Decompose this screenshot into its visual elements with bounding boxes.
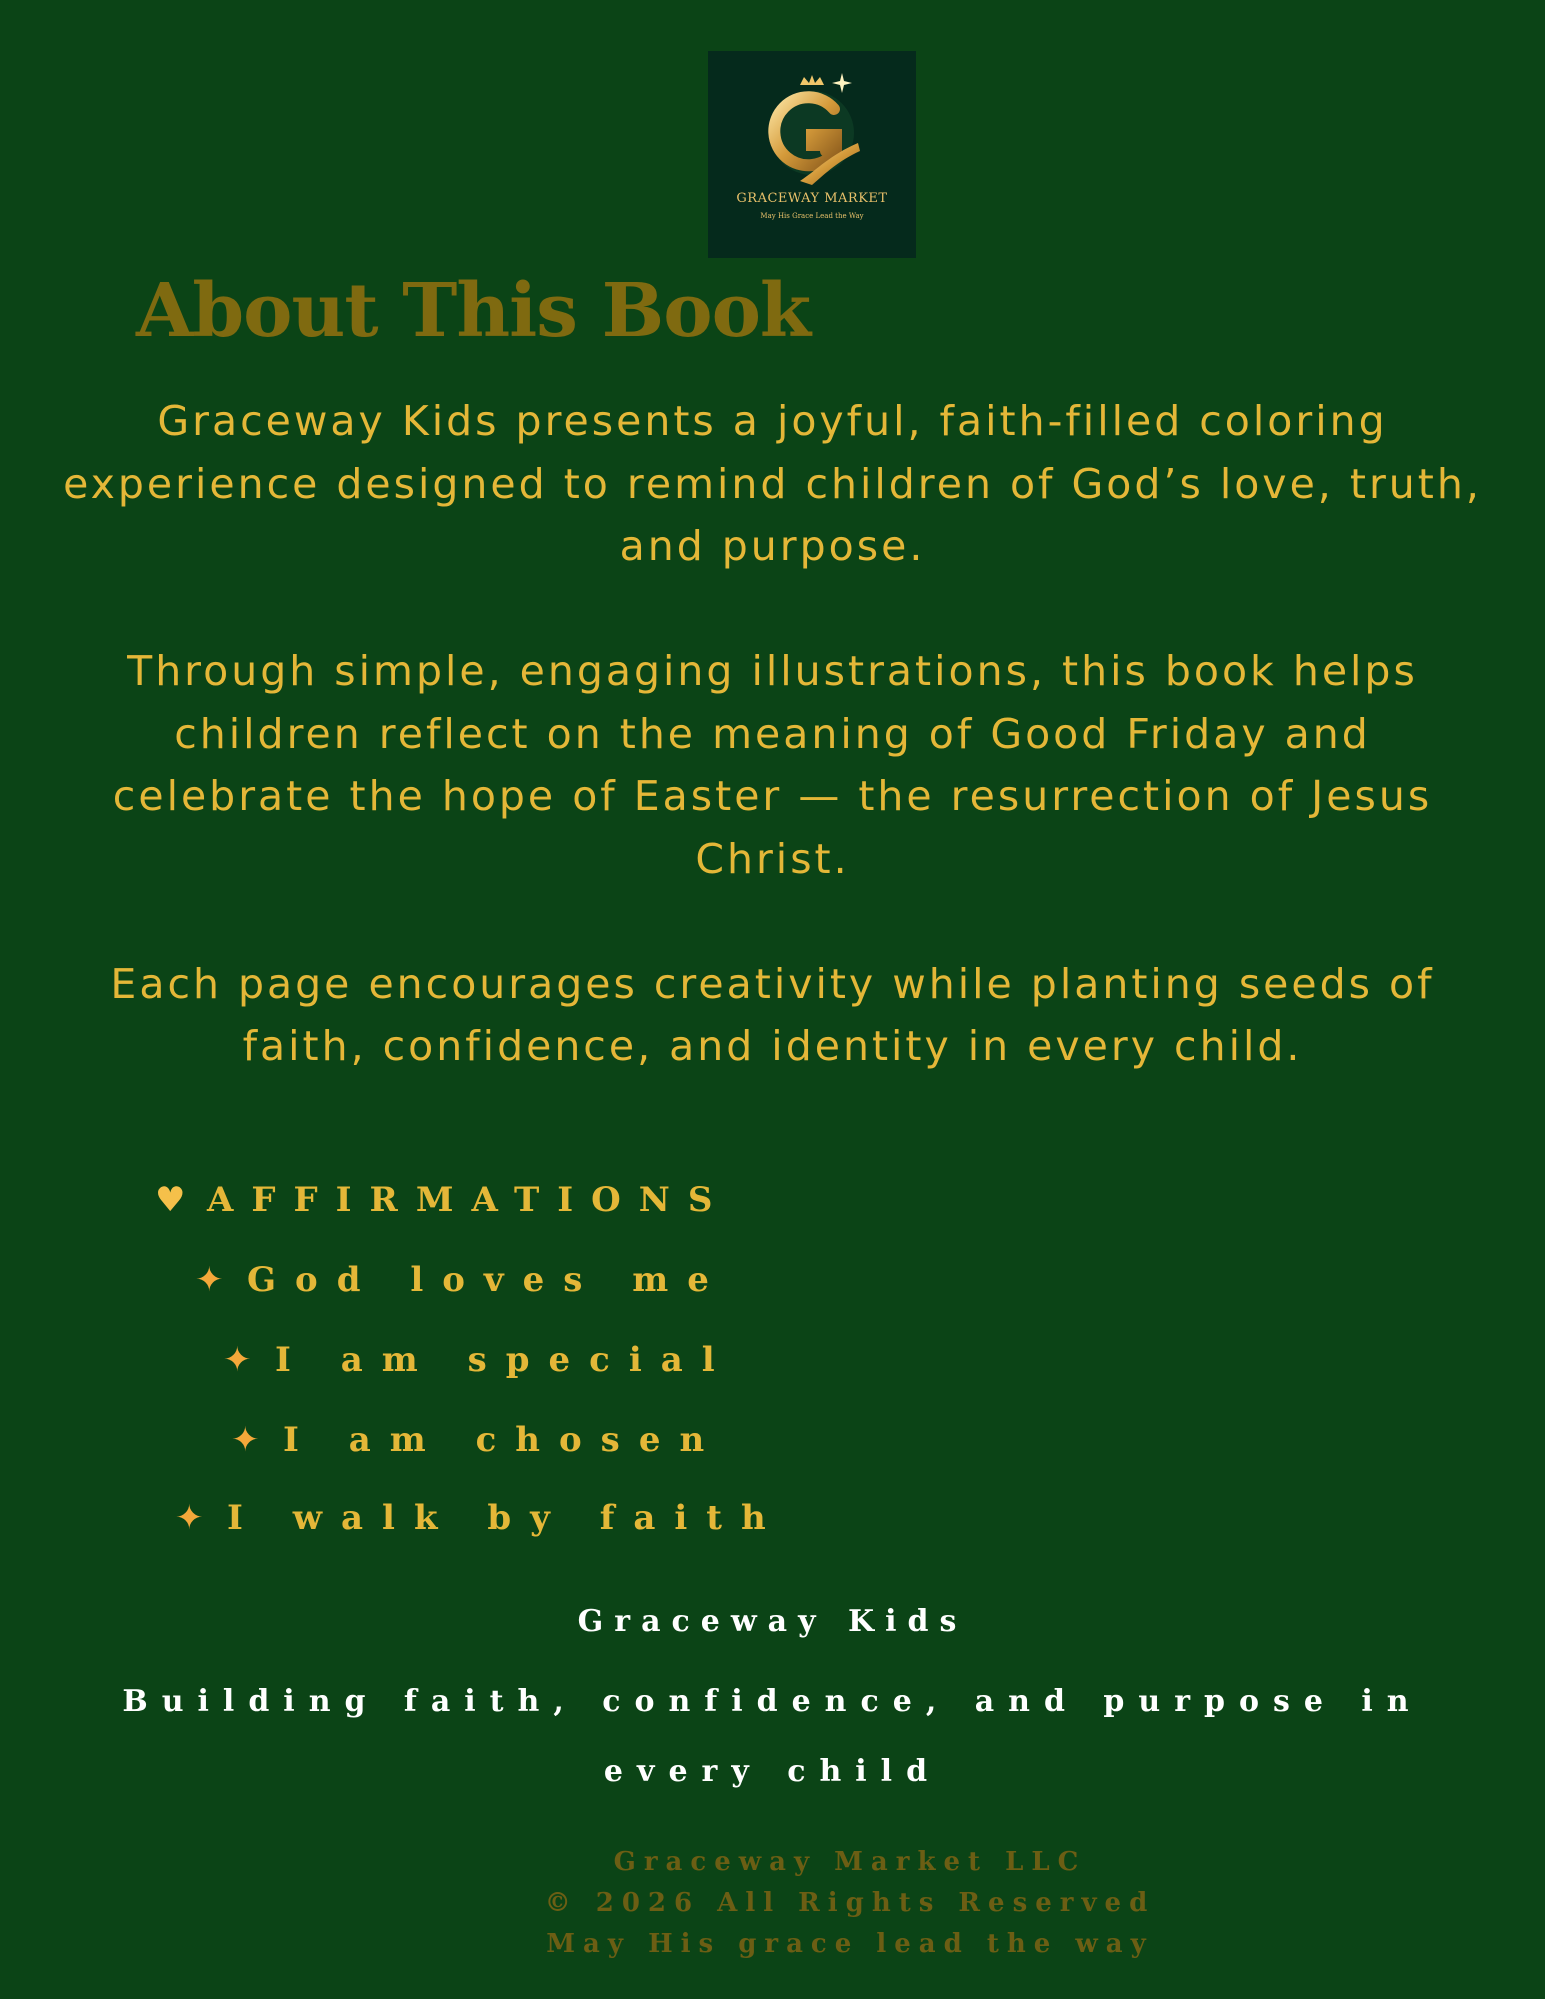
affirmation-text: God loves me xyxy=(247,1260,728,1300)
affirmation-item xyxy=(223,1340,734,1380)
affirmation-item xyxy=(175,1498,785,1538)
footer-copyright: © 2026 All Rights Reserved xyxy=(544,1888,1156,1918)
affirmation-text: I am special xyxy=(275,1340,734,1380)
about-paragraph: Through simple, engaging illustrations, this book helps children reflect on the meaning of Good Friday and celebrate the hope of Easter — the resurrection of Jesus Christ. xyxy=(112,647,1433,883)
footer xyxy=(400,1842,1300,1965)
page-title: About This Book xyxy=(136,268,811,354)
affirmation-item xyxy=(195,1260,728,1300)
sparkles-icon: ✦ xyxy=(231,1420,260,1460)
affirmation-item xyxy=(231,1420,723,1460)
sparkles-icon: ✦ xyxy=(223,1340,252,1380)
affirmation-text: I am chosen xyxy=(283,1420,724,1460)
graceway-g-crown-icon xyxy=(708,51,916,191)
affirmation-text: I walk by faith xyxy=(227,1498,785,1538)
logo-tagline: May His Grace Lead the Way xyxy=(760,212,864,220)
brand-tagline: Building faith, confidence, and purpose in every child xyxy=(122,1684,1423,1789)
about-paragraph: Each page encourages creativity while planting seeds of faith, confidence, and identity in every child. xyxy=(110,959,1435,1070)
sparkles-icon: ✦ xyxy=(195,1260,224,1300)
about-body xyxy=(60,390,1485,1078)
footer-company: Graceway Market LLC xyxy=(613,1847,1087,1877)
graceway-logo xyxy=(708,51,916,258)
sparkles-icon: ✦ xyxy=(175,1498,204,1538)
yellow-heart-icon: ♥ xyxy=(155,1180,186,1220)
affirmations-heading-label: AFFIRMATIONS xyxy=(207,1180,731,1220)
logo-name: GRACEWAY MARKET xyxy=(736,191,888,206)
affirmations-heading xyxy=(155,1180,730,1220)
about-paragraph: Graceway Kids presents a joyful, faith-filled coloring experience designed to remind children of God’s love, truth, and purpose. xyxy=(63,397,1482,570)
footer-motto: May His grace lead the way xyxy=(546,1929,1154,1959)
brand-block xyxy=(60,1597,1485,1807)
brand-name: Graceway Kids xyxy=(577,1604,968,1639)
